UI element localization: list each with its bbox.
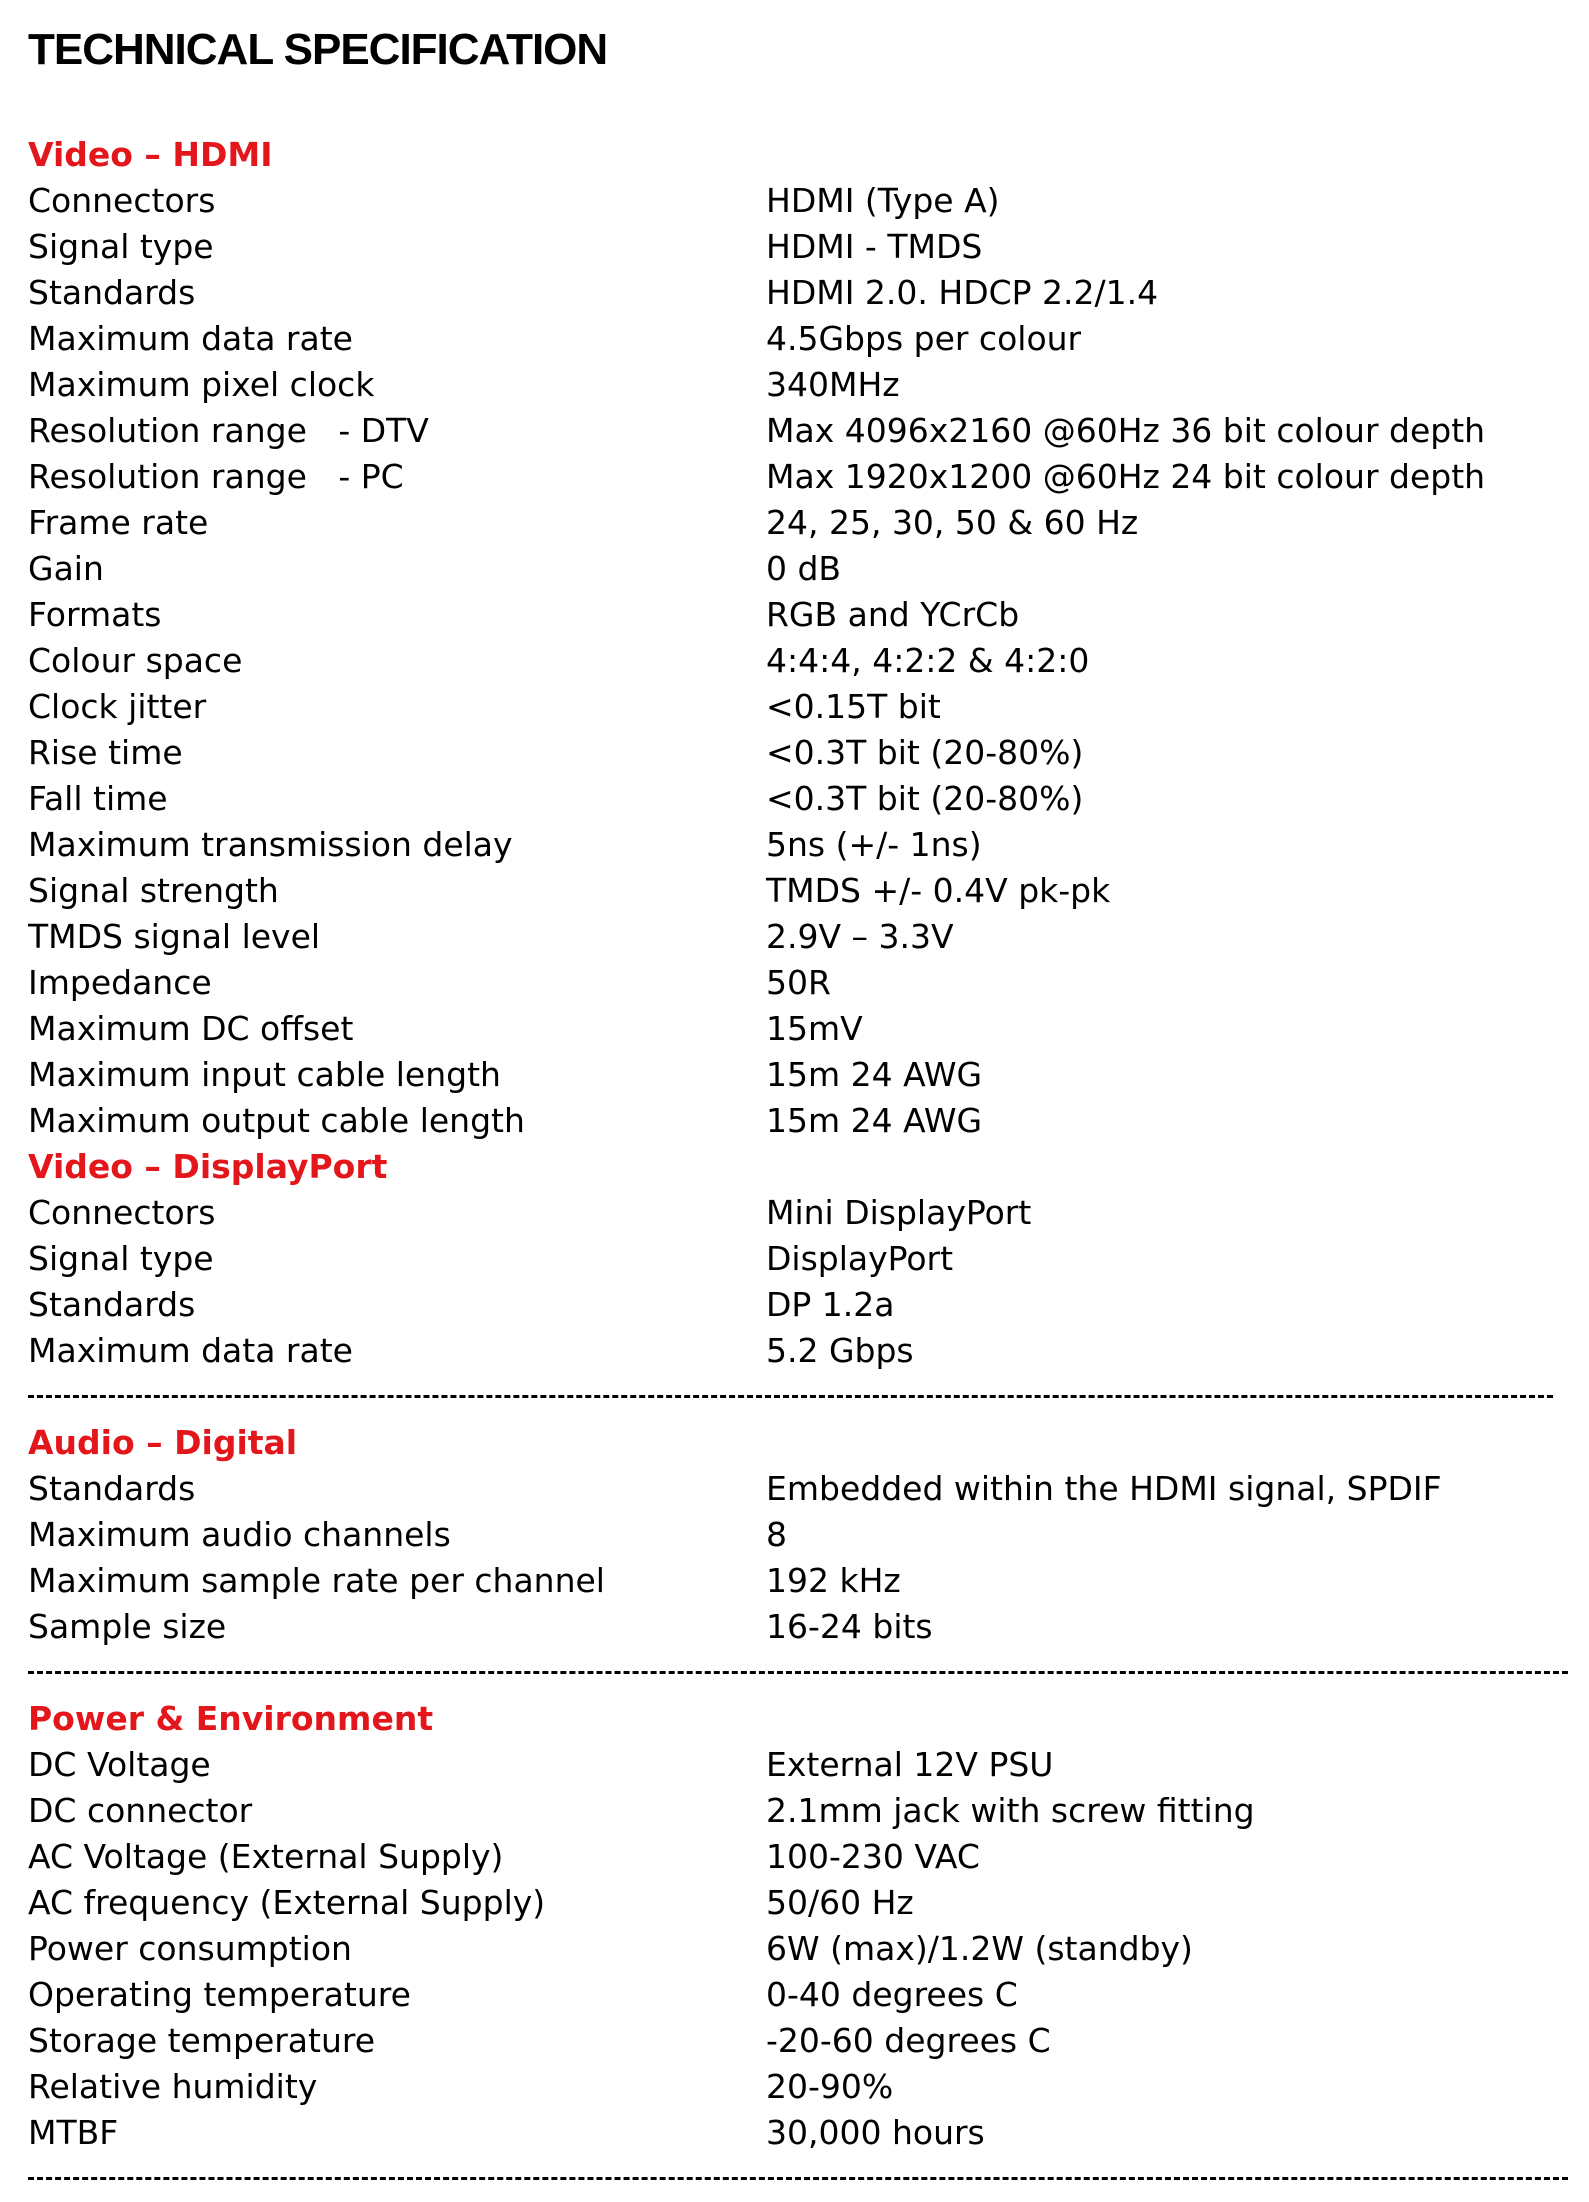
spec-row — [28, 1788, 1568, 1834]
spec-label: AC Voltage (External Supply) — [28, 1837, 504, 1876]
spec-row — [28, 1742, 1568, 1788]
spec-label: Signal strength — [28, 871, 279, 910]
spec-label: DC connector — [28, 1791, 253, 1830]
spec-label: Colour space — [28, 641, 243, 680]
section-divider — [28, 1650, 1568, 1696]
spec-value: 5.2 Gbps — [766, 1331, 914, 1370]
spec-row — [28, 822, 1568, 868]
spec-row — [28, 638, 1568, 684]
spec-label: Resolution range - DTV — [28, 411, 429, 450]
spec-value: 24, 25, 30, 50 & 60 Hz — [766, 503, 1139, 542]
spec-value: 15mV — [766, 1009, 863, 1048]
spec-row — [28, 1328, 1568, 1374]
spec-row — [28, 1880, 1568, 1926]
spec-row — [28, 224, 1568, 270]
spec-label: Operating temperature — [28, 1975, 411, 2014]
spec-value: 8 — [766, 1515, 787, 1554]
section-heading-video-displayport: Video – DisplayPort — [28, 1147, 388, 1186]
spec-row — [28, 500, 1568, 546]
spec-value: Max 4096x2160 @60Hz 36 bit colour depth — [766, 411, 1486, 450]
spec-value: 30,000 hours — [766, 2113, 985, 2152]
spec-row — [28, 1834, 1568, 1880]
spec-row — [28, 1052, 1568, 1098]
spec-value: 4:4:4, 4:2:2 & 4:2:0 — [766, 641, 1090, 680]
spec-row — [28, 1282, 1568, 1328]
spec-value: HDMI 2.0. HDCP 2.2/1.4 — [766, 273, 1159, 312]
spec-label: Maximum input cable length — [28, 1055, 501, 1094]
spec-row — [28, 1006, 1568, 1052]
spec-label: Maximum audio channels — [28, 1515, 451, 1554]
spec-value: 5ns (+/- 1ns) — [766, 825, 982, 864]
spec-table-power-environment — [28, 1742, 1568, 2156]
section-divider — [28, 1374, 1568, 1420]
spec-label: Maximum pixel clock — [28, 365, 375, 404]
spec-label: Maximum output cable length — [28, 1101, 525, 1140]
spec-label: Standards — [28, 273, 196, 312]
spec-label: Impedance — [28, 963, 212, 1002]
spec-label: Maximum DC offset — [28, 1009, 354, 1048]
spec-sheet — [28, 22, 1568, 2202]
spec-value: 0 dB — [766, 549, 842, 588]
section-heading-power-environment: Power & Environment — [28, 1699, 434, 1738]
spec-row — [28, 684, 1568, 730]
spec-label: Maximum sample rate per channel — [28, 1561, 605, 1600]
spec-row — [28, 2018, 1568, 2064]
spec-row — [28, 1512, 1568, 1558]
spec-label: Storage temperature — [28, 2021, 376, 2060]
spec-row — [28, 776, 1568, 822]
section-divider — [28, 2156, 1568, 2202]
spec-value: HDMI (Type A) — [766, 181, 1000, 220]
spec-table-video-displayport — [28, 1190, 1568, 1374]
spec-label: Sample size — [28, 1607, 227, 1646]
spec-table-audio-digital — [28, 1466, 1568, 1650]
spec-label: Rise time — [28, 733, 183, 772]
spec-row — [28, 362, 1568, 408]
spec-row — [28, 1604, 1568, 1650]
spec-value: 340MHz — [766, 365, 900, 404]
spec-value: 20-90% — [766, 2067, 894, 2106]
spec-label: Formats — [28, 595, 162, 634]
spec-row — [28, 408, 1568, 454]
spec-value: <0.3T bit (20-80%) — [766, 733, 1084, 772]
spec-label: Relative humidity — [28, 2067, 318, 2106]
spec-value: Mini DisplayPort — [766, 1193, 1032, 1232]
spec-label: Clock jitter — [28, 687, 207, 726]
spec-row — [28, 546, 1568, 592]
spec-label: Frame rate — [28, 503, 209, 542]
spec-row — [28, 592, 1568, 638]
spec-row — [28, 1926, 1568, 1972]
spec-table-video-hdmi — [28, 178, 1568, 1144]
spec-label: AC frequency (External Supply) — [28, 1883, 546, 1922]
spec-row — [28, 1466, 1568, 1512]
spec-label: Standards — [28, 1469, 196, 1508]
spec-label: Connectors — [28, 1193, 216, 1232]
spec-label: Maximum transmission delay — [28, 825, 513, 864]
section-heading-audio-digital: Audio – Digital — [28, 1423, 298, 1462]
spec-row — [28, 178, 1568, 224]
spec-value: TMDS +/- 0.4V pk-pk — [766, 871, 1111, 910]
spec-value: 50R — [766, 963, 831, 1002]
spec-value: DisplayPort — [766, 1239, 954, 1278]
spec-row — [28, 1972, 1568, 2018]
spec-label: Power consumption — [28, 1929, 352, 1968]
spec-row — [28, 2110, 1568, 2156]
spec-value: 50/60 Hz — [766, 1883, 914, 1922]
spec-value: 4.5Gbps per colour — [766, 319, 1082, 358]
spec-value: HDMI - TMDS — [766, 227, 983, 266]
spec-value: Max 1920x1200 @60Hz 24 bit colour depth — [766, 457, 1486, 496]
spec-row — [28, 1190, 1568, 1236]
spec-label: MTBF — [28, 2113, 119, 2152]
spec-value: 192 kHz — [766, 1561, 901, 1600]
section-heading-video-hdmi: Video – HDMI — [28, 135, 273, 174]
spec-value: 15m 24 AWG — [766, 1101, 983, 1140]
spec-value: -20-60 degrees C — [766, 2021, 1051, 2060]
spec-row — [28, 868, 1568, 914]
spec-row — [28, 960, 1568, 1006]
spec-row — [28, 1558, 1568, 1604]
spec-row — [28, 454, 1568, 500]
spec-label: Fall time — [28, 779, 168, 818]
spec-row — [28, 270, 1568, 316]
spec-value: 15m 24 AWG — [766, 1055, 983, 1094]
spec-row — [28, 2064, 1568, 2110]
page-title: TECHNICAL SPECIFICATION — [28, 25, 608, 74]
spec-value: 2.9V – 3.3V — [766, 917, 954, 956]
spec-row — [28, 316, 1568, 362]
spec-row — [28, 1236, 1568, 1282]
spec-value: 6W (max)/1.2W (standby) — [766, 1929, 1193, 1968]
spec-value: External 12V PSU — [766, 1745, 1054, 1784]
spec-label: Connectors — [28, 181, 216, 220]
spec-row — [28, 914, 1568, 960]
spec-value: 16-24 bits — [766, 1607, 933, 1646]
spec-label: Resolution range - PC — [28, 457, 404, 496]
spec-label: Signal type — [28, 1239, 214, 1278]
spec-value: <0.15T bit — [766, 687, 941, 726]
spec-value: DP 1.2a — [766, 1285, 895, 1324]
spec-row — [28, 730, 1568, 776]
spec-label: TMDS signal level — [28, 917, 321, 956]
spec-value: 100-230 VAC — [766, 1837, 980, 1876]
spec-label: Maximum data rate — [28, 1331, 353, 1370]
spec-label: Signal type — [28, 227, 214, 266]
spec-row — [28, 1098, 1568, 1144]
spec-value: Embedded within the HDMI signal, SPDIF — [766, 1469, 1442, 1508]
spec-value: 0-40 degrees C — [766, 1975, 1018, 2014]
spec-value: 2.1mm jack with screw fitting — [766, 1791, 1255, 1830]
spec-value: <0.3T bit (20-80%) — [766, 779, 1084, 818]
spec-label: Gain — [28, 549, 104, 588]
spec-label: DC Voltage — [28, 1745, 211, 1784]
spec-label: Maximum data rate — [28, 319, 353, 358]
spec-label: Standards — [28, 1285, 196, 1324]
spec-value: RGB and YCrCb — [766, 595, 1020, 634]
